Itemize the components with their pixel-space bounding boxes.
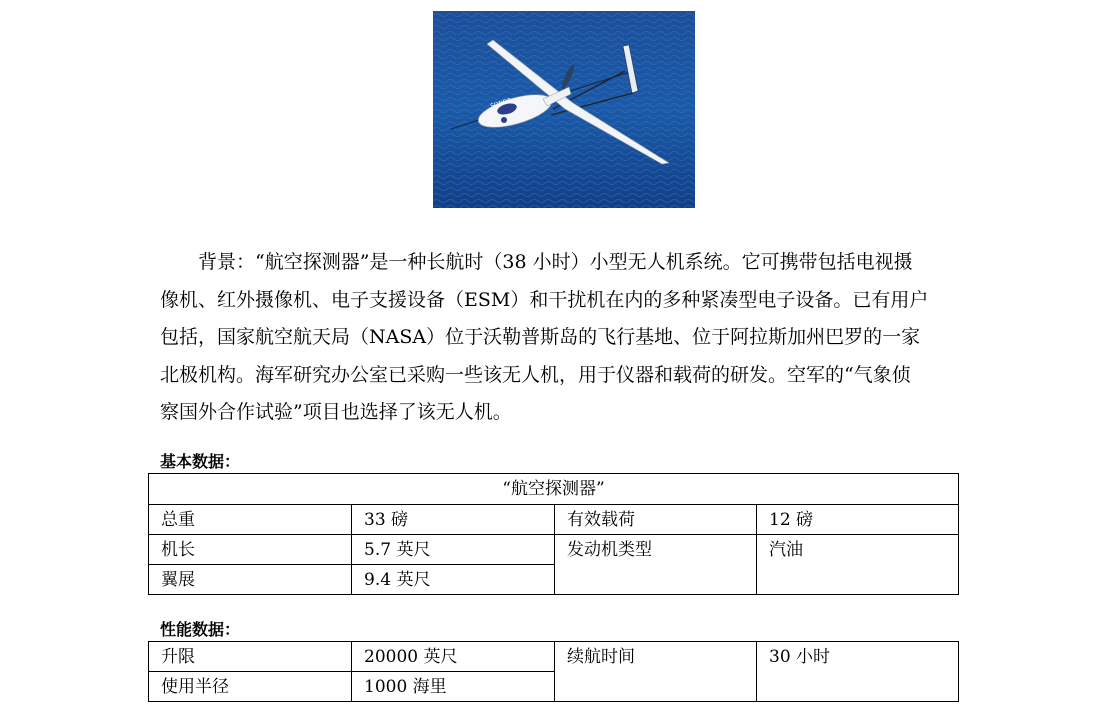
basic-data-heading: 基本数据：: [160, 452, 241, 471]
endurance-value: 30 小时: [757, 642, 959, 702]
engine-type-label: 发动机类型: [555, 535, 757, 595]
background-paragraph: [160, 244, 960, 432]
uav-photo: [433, 11, 695, 208]
performance-data-table: [148, 641, 959, 702]
gross-weight-label: 总重: [149, 505, 352, 535]
radius-value: 1000 海里: [352, 672, 555, 702]
length-label: 机长: [149, 535, 352, 565]
endurance-label: 续航时间: [555, 642, 757, 702]
ceiling-value: 20000 英尺: [352, 642, 555, 672]
wingspan-label: 翼展: [149, 565, 352, 595]
length-value: 5.7 英尺: [352, 535, 555, 565]
background-line: 察国外合作试验”项目也选择了该无人机。: [160, 401, 512, 423]
performance-data-heading: 性能数据：: [160, 620, 241, 639]
payload-label: 有效载荷: [555, 505, 757, 535]
payload-value: 12 磅: [757, 505, 959, 535]
background-line: 包括，国家航空航天局（NASA）位于沃勒普斯岛的飞行基地、位于阿拉斯加州巴罗的一家: [160, 326, 921, 348]
gross-weight-value: 33 磅: [352, 505, 555, 535]
table-title: “航空探测器”: [149, 474, 959, 505]
engine-type-value: 汽油: [757, 535, 959, 595]
background-line: 背景：“航空探测器”是一种长航时（38 小时）小型无人机系统。它可携带包括电视摄: [198, 251, 913, 273]
basic-data-table: [148, 473, 959, 595]
ceiling-label: 升限: [149, 642, 352, 672]
background-line: 北极机构。海军研究办公室已采购一些该无人机，用于仪器和载荷的研发。空军的“气象侦: [160, 363, 911, 386]
background-line: 像机、红外摄像机、电子支援设备（ESM）和干扰机在内的多种紧凑型电子设备。已有用户: [160, 288, 929, 311]
uav-aircraft-icon: [433, 11, 695, 208]
wingspan-value: 9.4 英尺: [352, 565, 555, 595]
radius-label: 使用半径: [149, 672, 352, 702]
aircraft-label: SONDE: [489, 97, 513, 110]
